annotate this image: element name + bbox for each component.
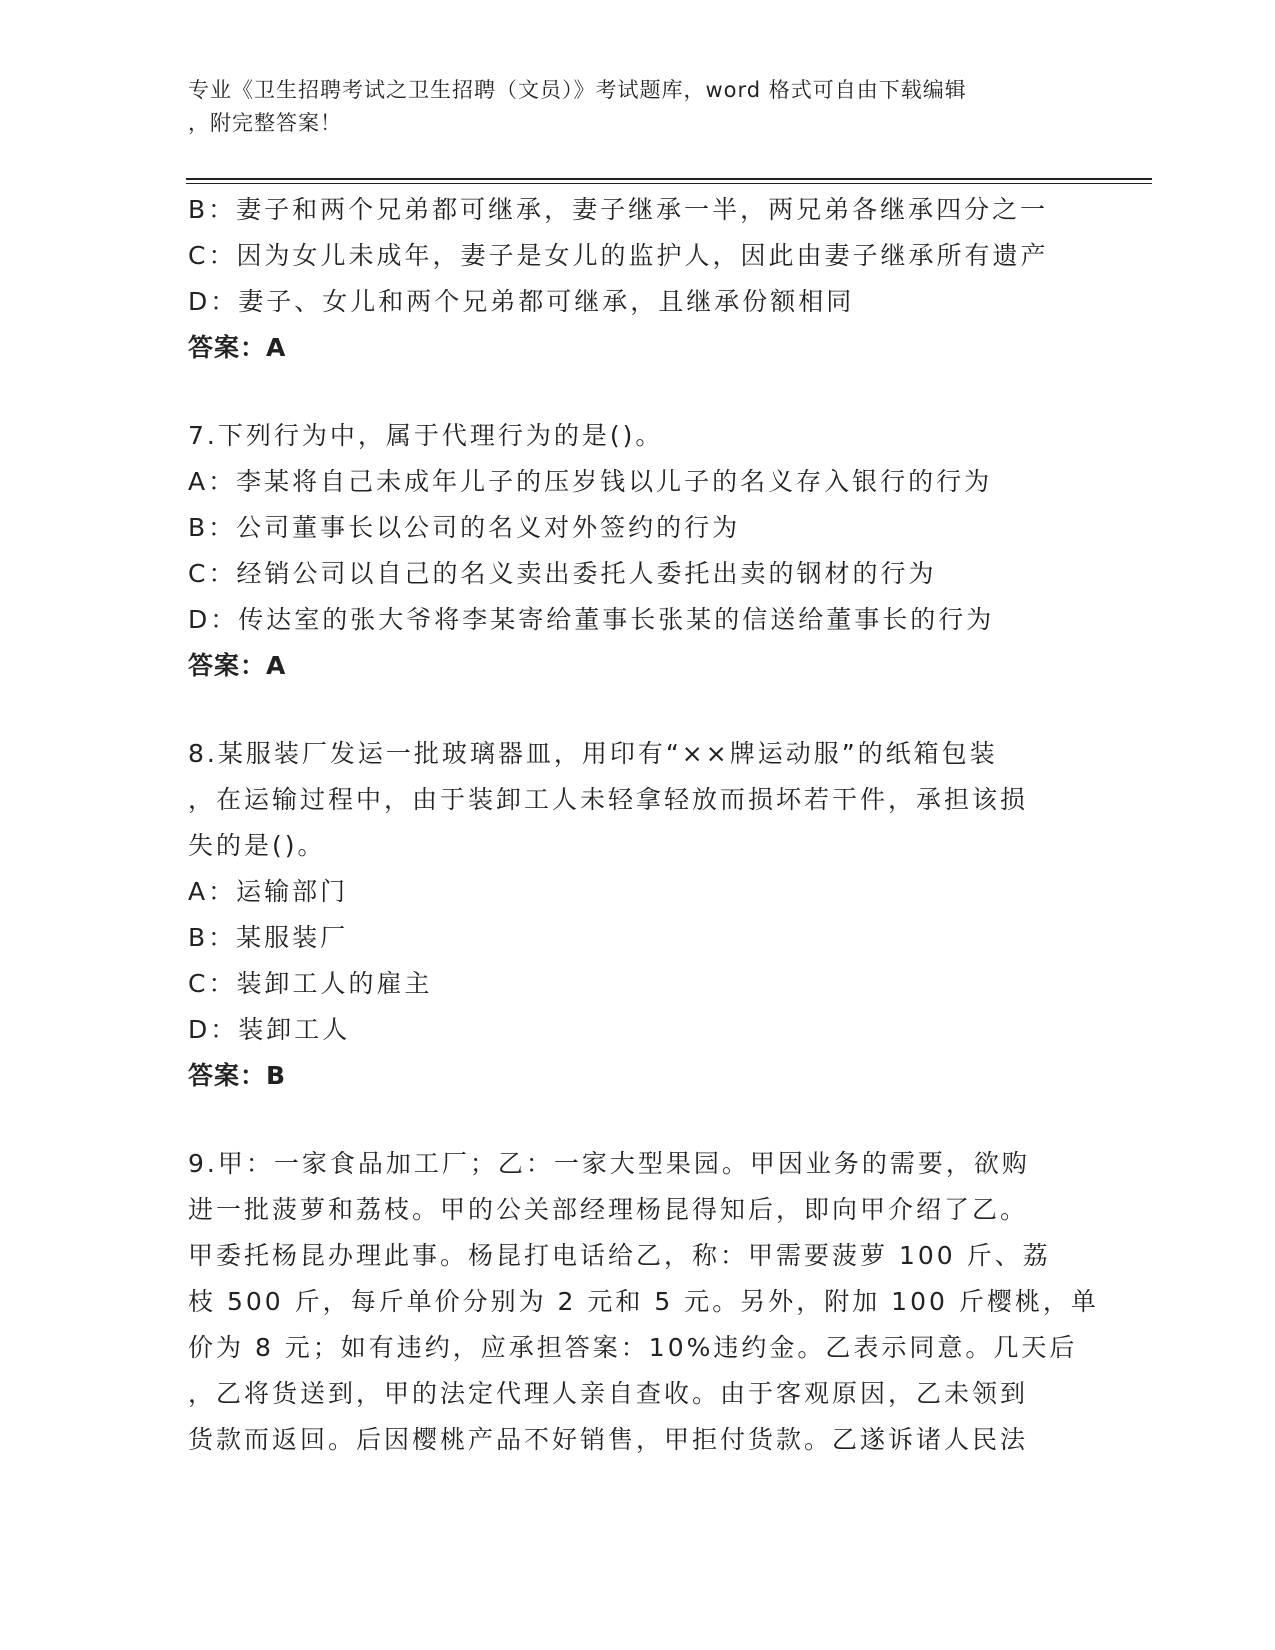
spacer: [188, 689, 1088, 731]
q9-stem-line-3: 甲委托杨昆办理此事。杨昆打电话给乙，称：甲需要菠萝 100 斤、荔: [188, 1241, 1051, 1270]
q7-stem: 7.下列行为中，属于代理行为的是()。: [188, 421, 664, 450]
q7-option-a: A：李某将自己未成年儿子的压岁钱以儿子的名义存入银行的行为: [188, 467, 993, 496]
spacer: [188, 1099, 1088, 1141]
header-line-2: ，附完整答案！: [188, 111, 342, 135]
q8-option-b: B：某服装厂: [188, 923, 349, 952]
q8-option-d: D：装卸工人: [188, 1015, 351, 1044]
header-rule-thick: [186, 178, 1152, 180]
spacer: [188, 371, 1088, 413]
q8-option-c: C：装卸工人的雇主: [188, 969, 433, 998]
question-9: [188, 1141, 1099, 1463]
q6-option-b: B：妻子和两个兄弟都可继承，妻子继承一半，两兄弟各继承四分之一: [188, 195, 1049, 224]
q7-option-c: C：经销公司以自己的名义卖出委托人委托出卖的钢材的行为: [188, 559, 937, 588]
page-header: [188, 74, 1068, 140]
q9-stem-line-5: 价为 8 元；如有违约，应承担答案：10%违约金。乙表示同意。几天后: [188, 1333, 1078, 1362]
question-7: [188, 413, 1088, 689]
header-line-1: 专业《卫生招聘考试之卫生招聘（文员）》考试题库，word 格式可自由下载编辑: [188, 78, 967, 102]
q9-stem-line-2: 进一批菠萝和荔枝。甲的公关部经理杨昆得知后，即向甲介绍了乙。: [188, 1195, 1029, 1224]
q6-option-c: C：因为女儿未成年，妻子是女儿的监护人，因此由妻子继承所有遗产: [188, 241, 1049, 270]
q9-stem-line-1: 9.甲：一家食品加工厂；乙：一家大型果园。甲因业务的需要，欲购: [188, 1149, 1030, 1178]
q9-stem-line-6: ，乙将货送到，甲的法定代理人亲自查收。由于客观原因，乙未领到: [188, 1379, 1029, 1408]
q6-option-d: D：妻子、女儿和两个兄弟都可继承，且继承份额相同: [188, 287, 855, 316]
q8-stem-line-3: 失的是()。: [188, 831, 326, 860]
q7-option-b: B：公司董事长以公司的名义对外签约的行为: [188, 513, 741, 542]
q8-option-a: A：运输部门: [188, 877, 349, 906]
q7-answer: 答案：A: [188, 651, 287, 680]
question-6-tail: [188, 187, 1088, 371]
header-rule-thin: [186, 183, 1152, 184]
q6-answer: 答案：A: [188, 333, 287, 362]
q7-option-d: D：传达室的张大爷将李某寄给董事长张某的信送给董事长的行为: [188, 605, 995, 634]
question-8: [188, 731, 1088, 1099]
q8-stem-line-1: 8.某服装厂发运一批玻璃器皿，用印有“××牌运动服”的纸箱包装: [188, 739, 998, 768]
q8-stem-line-2: ，在运输过程中，由于装卸工人未轻拿轻放而损坏若干件，承担该损: [188, 785, 1029, 814]
q8-answer: 答案：B: [188, 1061, 287, 1090]
question-content: [188, 187, 1099, 1463]
q9-stem-line-4: 枝 500 斤，每斤单价分别为 2 元和 5 元。另外，附加 100 斤樱桃，单: [188, 1287, 1099, 1316]
q9-stem-line-7: 货款而返回。后因樱桃产品不好销售，甲拒付货款。乙遂诉诸人民法: [188, 1425, 1029, 1454]
